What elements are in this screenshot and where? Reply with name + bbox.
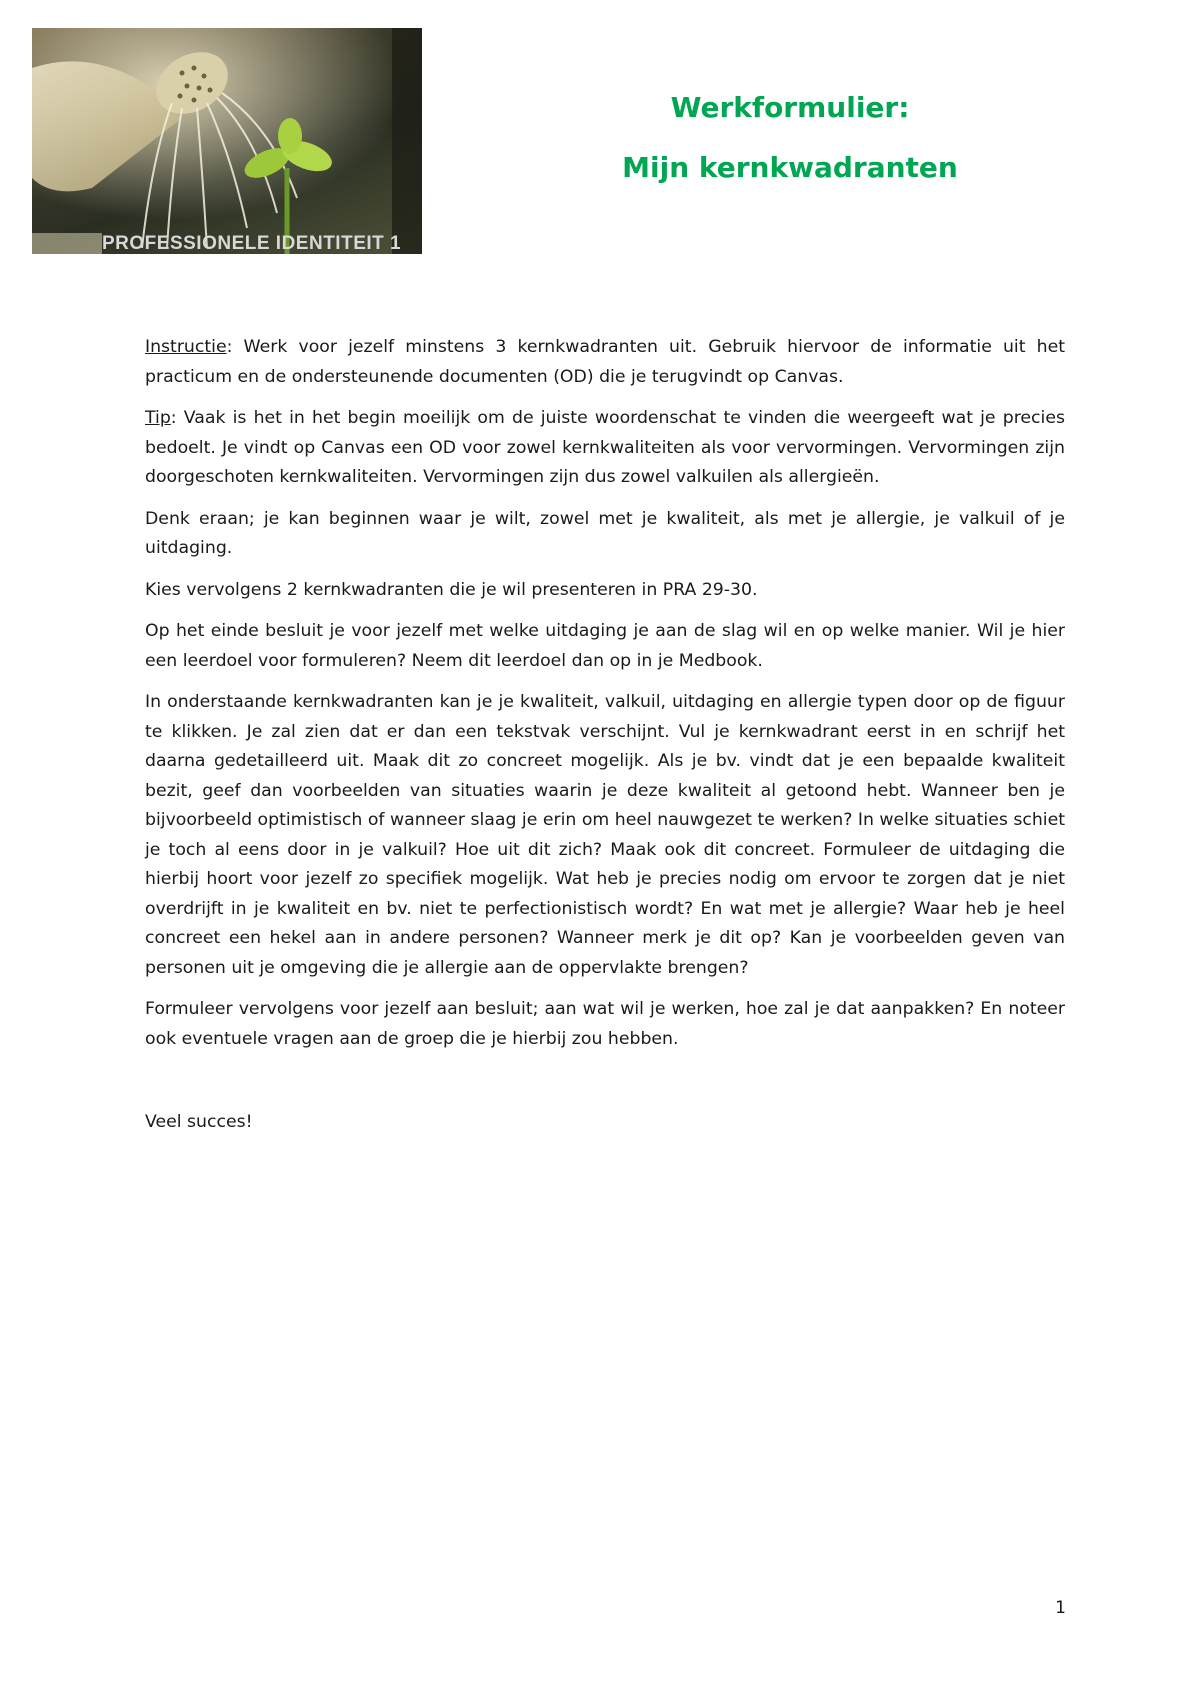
closing-line: Veel succes! [145,1112,253,1132]
paragraph-kies-vervolgens: Kies vervolgens 2 kernkwadranten die je wil presenteren in PRA 29-30. [145,579,758,600]
instructie-paragraph [145,333,1065,392]
paragraph-denk-eraan: Denk eraan; je kan beginnen waar je wilt, zowel met je kwaliteit, als met je allergie, je valkuil of je uitdaging. [145,508,1065,558]
watering-can-plant-illustration [32,28,422,254]
instructions-body [145,333,1065,1150]
banner-caption: PROFESSIONELE IDENTITEIT 1 [102,233,402,254]
paragraph-onderstaande-kernkwadranten: In onderstaande kernkwadranten kan je je kwaliteit, valkuil, uitdaging en allergie typen door op de figuur te klikken. Je zal zien dat er dan een tekstvak verschijnt. Vul je kernkwadrant eerst in en schrijf het daarna gedetailleerd uit. Maak dit zo concreet mogelijk. Als je bv. vindt dat je een bepaalde kwaliteit bezit, geef dan voorbeelden van situaties waarin je deze kwaliteit al getoond hebt. Wanneer ben je bijvoorbeeld optimistisch of wanneer slaag je erin om heel nauwgezet te werken? In welke situaties schiet je toch al eens door in je valkuil? Hoe uit dit zich? Maak ook dit concreet. Formuleer de uitdaging die hierbij hoort voor jezelf zo specifiek mogelijk. Wat heb je precies nodig om ervoor te zorgen dat je niet overdrijft in je kwaliteit en bv. niet te perfectionistisch wordt? En wat met je allergie? Waar heb je heel concreet een hekel aan in andere personen? Wanneer merk je dit op? Kan je voorbeelden geven van personen uit je omgeving die je allergie aan de oppervlakte brengen? [145,692,1065,978]
title-line-kernkwadranten: Mijn kernkwadranten [622,151,958,184]
spacer [145,1066,1065,1108]
tip-label: Tip [145,408,171,428]
title-line-werkformulier: Werkformulier: [670,91,910,124]
paragraph-op-het-einde: Op het einde besluit je voor jezelf met welke uitdaging je aan de slag wil en op welke manier. Wil je hier een leerdoel voor formuleren? Neem dit leerdoel dan op in je Medbook. [145,621,1065,671]
tip-text: : Vaak is het in het begin moeilijk om de juiste woordenschat te vinden die weergeeft wat je precies bedoelt. Je vindt op Canvas een OD voor zowel kernkwaliteiten als voor vervormingen. Vervormingen zijn doorgeschoten kernkwaliteiten. Vervormingen zijn dus zowel valkuilen als allergieën. [145,408,1065,487]
page-number: 1 [1055,1598,1066,1618]
tip-paragraph [145,404,1065,493]
header-banner-image [32,28,422,254]
paragraph-formuleer-besluit: Formuleer vervolgens voor jezelf aan besluit; aan wat wil je werken, hoe zal je dat aanpakken? En noteer ook eventuele vragen aan de groep die je hierbij zou hebben. [145,999,1065,1049]
instructie-text: : Werk voor jezelf minstens 3 kernkwadranten uit. Gebruik hiervoor de informatie uit het practicum en de ondersteunende documenten (OD) die je terugvindt op Canvas. [145,337,1065,387]
document-title [560,88,1020,188]
instructie-label: Instructie [145,337,227,357]
